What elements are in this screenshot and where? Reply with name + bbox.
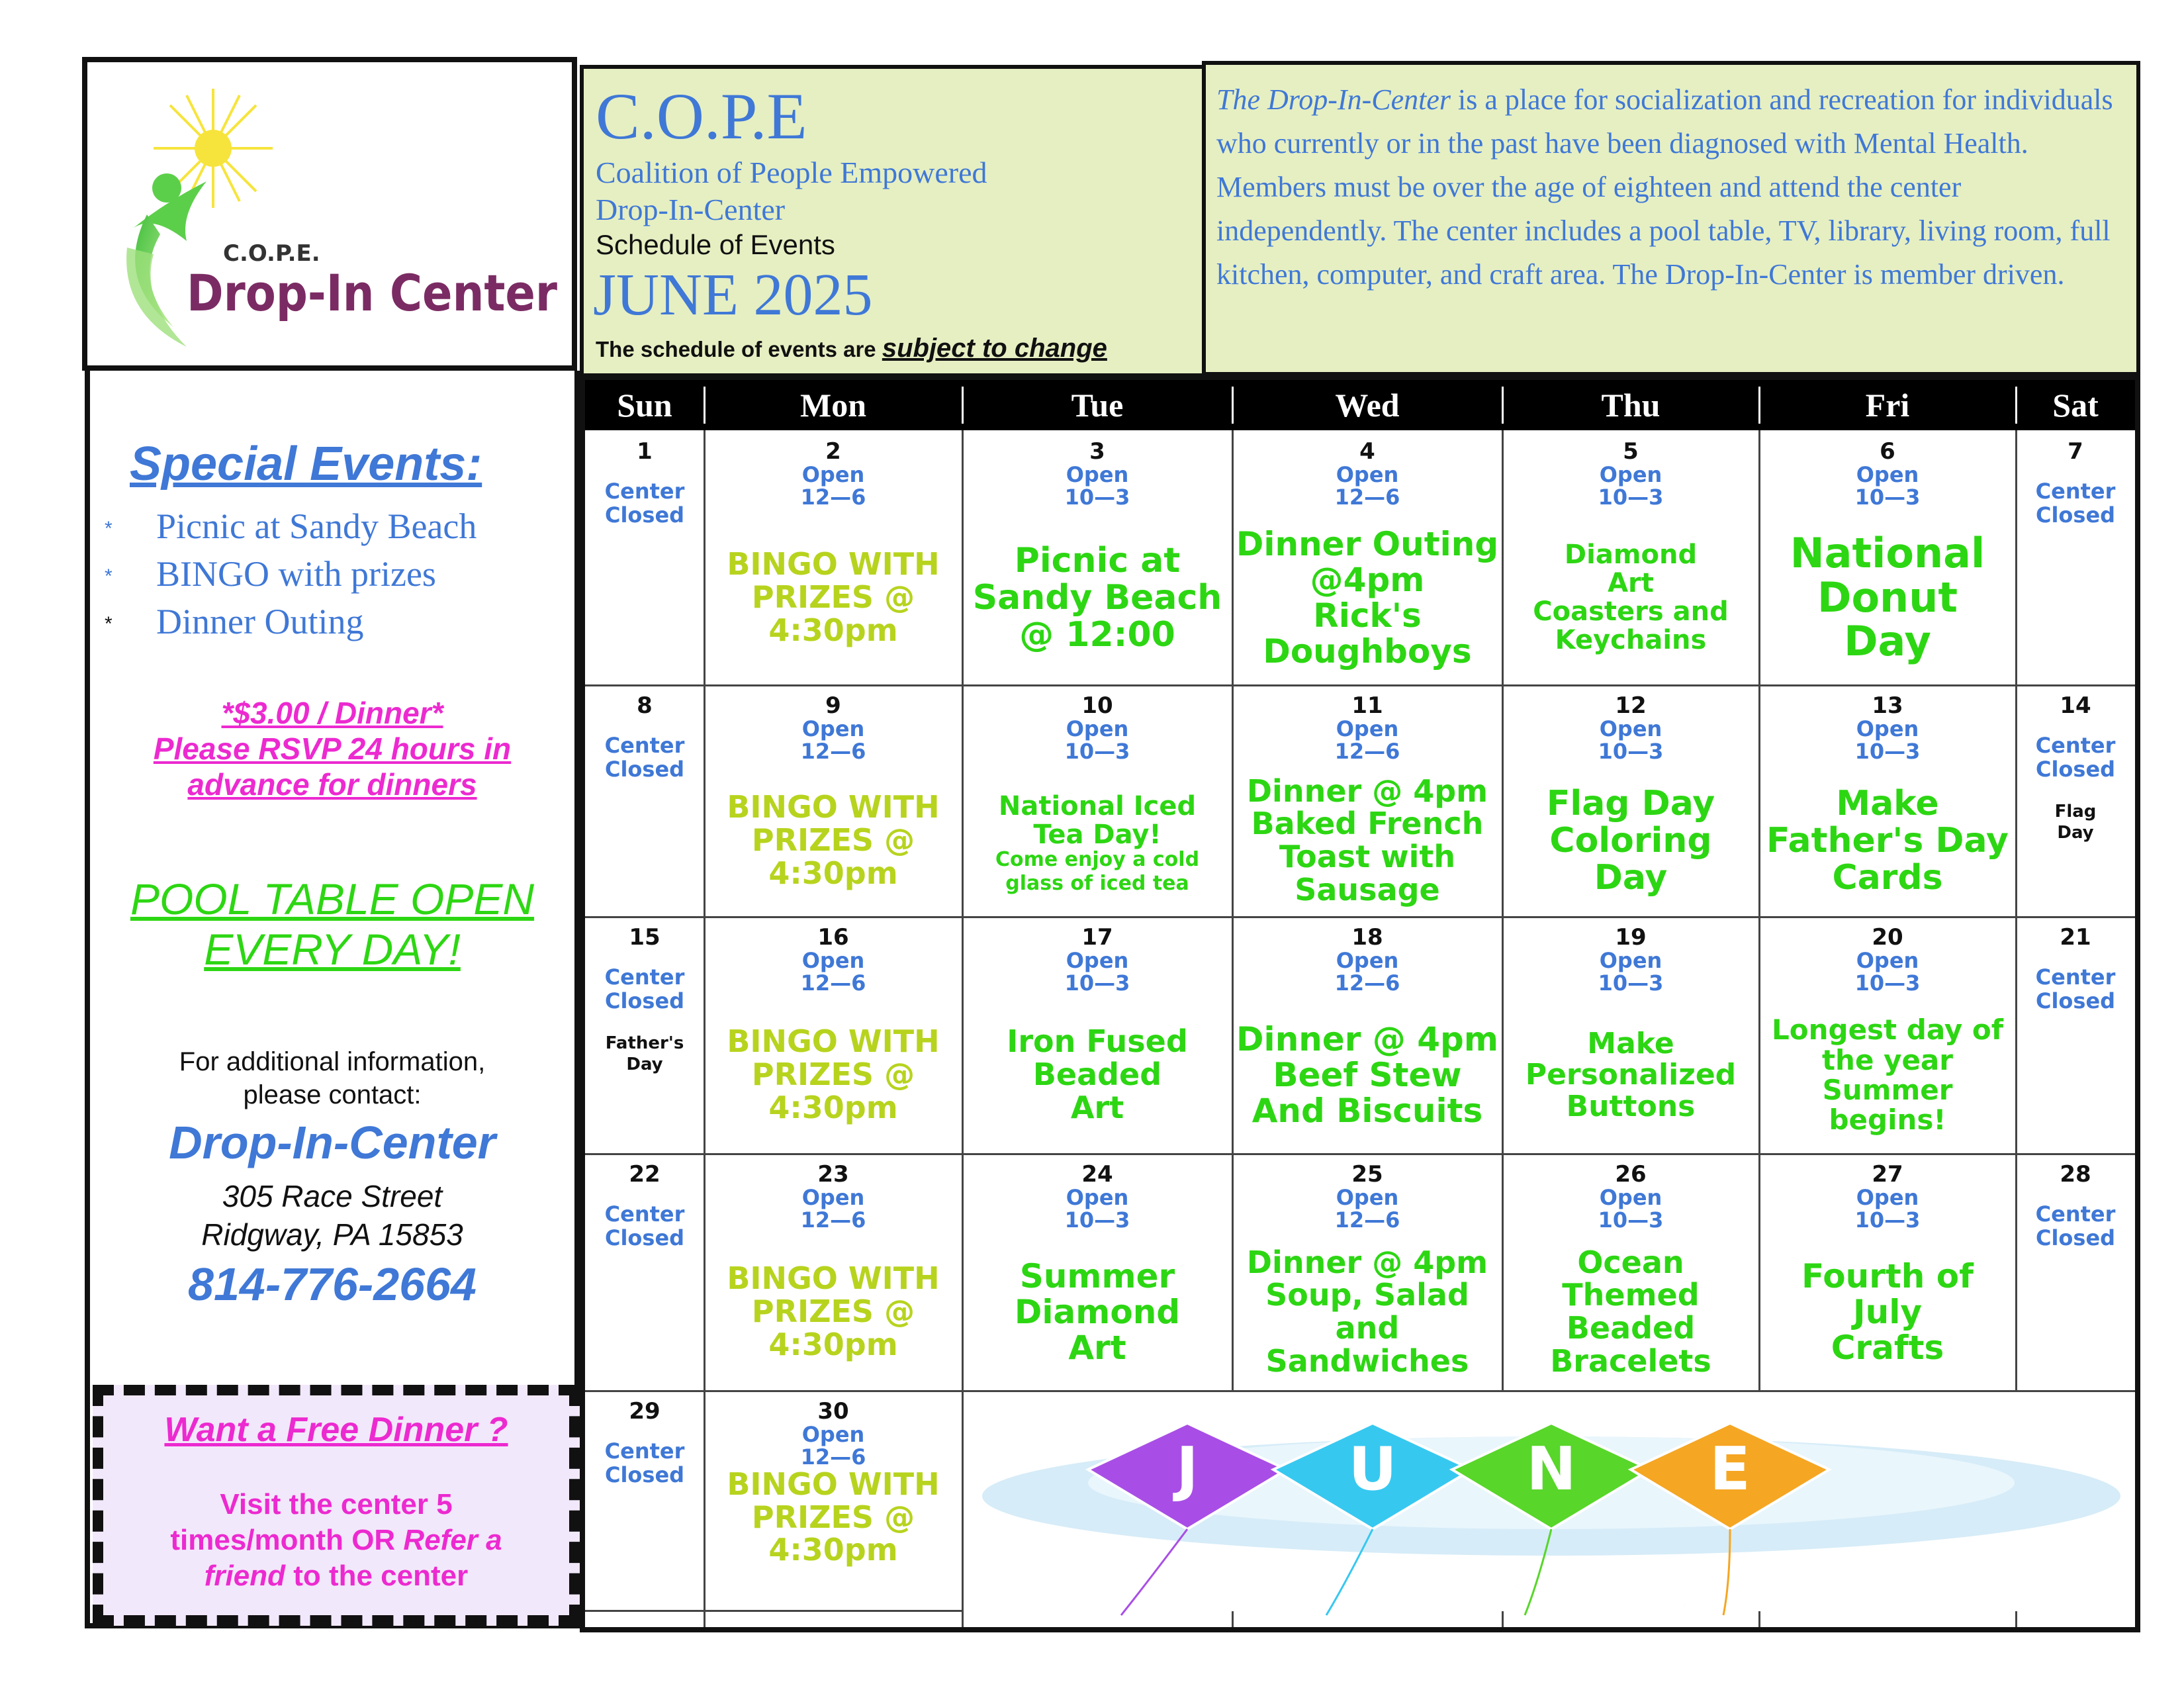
rsvp-line-2: advance for dinners — [187, 767, 477, 802]
event-text: Keychains — [1555, 625, 1707, 656]
description-body: is a place for socialization and recreation for individuals who currently or in the past have been diagnosed with Mental Health. Members must be over the age of eighteen and attend the center independently. The center includes a pool table, TV, library, living room, full kitchen, computer, and craft area. The Drop-In-Center is member driven. — [1216, 83, 2113, 291]
day-number: 2 — [825, 438, 841, 465]
event-text: Dinner @ 4pm — [1236, 1020, 1498, 1058]
open-hours: 10—3 — [1598, 739, 1664, 764]
event-text: Day — [1844, 617, 1931, 666]
day-cell-30 — [704, 1390, 962, 1624]
center-closed-label: Closed — [604, 757, 685, 782]
open-hours: 12—6 — [800, 1444, 866, 1470]
open-label: Open — [1599, 462, 1662, 487]
june-kites-illustration — [969, 1403, 2134, 1622]
day-cell-29 — [585, 1390, 704, 1624]
center-closed-label: Closed — [604, 1225, 685, 1250]
event-text: Soup, Salad — [1265, 1277, 1469, 1313]
event-text: Coloring — [1549, 820, 1712, 861]
day-header-wed: Wed — [1335, 387, 1400, 424]
event-text: 4:30pm — [768, 1089, 898, 1125]
day-cell-26 — [1502, 1153, 1759, 1390]
event-text: Dinner Outing — [1236, 525, 1499, 563]
open-hours: 12—6 — [800, 739, 866, 764]
event-text: Themed — [1562, 1277, 1700, 1313]
day-number: 7 — [2068, 438, 2083, 465]
event-text: PRIZES @ — [751, 822, 915, 859]
day-number: 21 — [2060, 924, 2091, 951]
open-hours: 12—6 — [1334, 485, 1400, 510]
bullet-3: * — [105, 613, 113, 635]
event-text: Picnic at — [1014, 540, 1181, 581]
day-number: 28 — [2060, 1161, 2091, 1188]
bullet-1: * — [105, 518, 113, 539]
event-text: Personalized — [1525, 1058, 1737, 1092]
day-number: 12 — [1615, 692, 1647, 719]
open-label: Open — [801, 1185, 865, 1210]
kite-letter: E — [1709, 1434, 1751, 1504]
header-divider — [2015, 387, 2017, 424]
event-text: Art — [1070, 1089, 1124, 1125]
event-text: Ocean — [1577, 1244, 1684, 1280]
bullet-2: * — [105, 565, 113, 587]
open-label: Open — [1336, 1185, 1399, 1210]
center-closed-label: Closed — [2035, 1225, 2116, 1250]
open-hours: 12—6 — [1334, 1207, 1400, 1233]
org-full-name: Coalition of People Empowered — [596, 156, 987, 189]
open-hours: 12—6 — [1334, 739, 1400, 764]
event-text: Dinner @ 4pm — [1246, 773, 1488, 809]
event-text: Beaded — [1566, 1310, 1696, 1346]
special-item-bingo: BINGO with prizes — [156, 554, 436, 594]
event-text: Dinner @ 4pm — [1246, 1244, 1488, 1280]
day-number: 4 — [1359, 438, 1375, 465]
day-header-fri: Fri — [1865, 387, 1910, 424]
open-hours: 10—3 — [1064, 485, 1130, 510]
day-cell-14 — [2016, 684, 2135, 916]
header-divider — [1232, 387, 1234, 424]
day-cell-27 — [1759, 1153, 2016, 1390]
event-text: Beaded — [1032, 1056, 1162, 1093]
event-text: Buttons — [1566, 1089, 1696, 1123]
day-cell-2 — [704, 430, 962, 684]
special-item-dinner: Dinner Outing — [156, 602, 364, 641]
description-panel — [1202, 61, 2140, 376]
event-text: And Biscuits — [1251, 1092, 1483, 1130]
center-closed-label: Center — [2035, 479, 2116, 504]
open-label: Open — [801, 716, 865, 741]
event-text: Coasters and — [1533, 596, 1729, 627]
event-text: Make — [1836, 783, 1939, 823]
day-header-mon: Mon — [800, 387, 866, 424]
open-label: Open — [1066, 716, 1129, 741]
schedule-label: Schedule of Events — [596, 229, 835, 260]
day-cell-23 — [704, 1153, 962, 1390]
logo-small-text: C.O.P.E. — [223, 240, 320, 267]
day-number: 5 — [1623, 438, 1639, 465]
day-number: 25 — [1351, 1161, 1383, 1188]
day-cell-3 — [962, 430, 1232, 684]
event-text: PRIZES @ — [751, 1293, 915, 1330]
address-line-1: 305 Race Street — [222, 1179, 443, 1213]
day-cell-1 — [585, 430, 704, 684]
center-closed-label: Center — [2035, 733, 2116, 758]
open-label: Open — [1066, 1185, 1129, 1210]
open-label: Open — [1336, 948, 1399, 973]
day-cell-5 — [1502, 430, 1759, 684]
center-name: Drop-In-Center — [596, 193, 786, 226]
open-hours: 10—3 — [1064, 739, 1130, 764]
event-text: Iron Fused — [1007, 1023, 1188, 1060]
event-text: PRIZES @ — [751, 579, 915, 616]
day-cell-13 — [1759, 684, 2016, 916]
address-line-2: Ridgway, PA 15853 — [201, 1217, 463, 1252]
day-number: 20 — [1872, 924, 1903, 951]
day-number: 23 — [817, 1161, 849, 1188]
event-text: PRIZES @ — [751, 1056, 915, 1093]
special-events-title: Special Events: — [130, 438, 482, 491]
event-text: 4:30pm — [768, 1532, 898, 1568]
free-dinner-box — [93, 1385, 580, 1626]
open-label: Open — [1856, 716, 1919, 741]
kite-letter: U — [1348, 1434, 1397, 1504]
day-cell-17 — [962, 916, 1232, 1153]
center-closed-label: Center — [604, 1438, 685, 1464]
open-hours: 10—3 — [1854, 739, 1921, 764]
free-dinner-line-3a: friend — [204, 1560, 285, 1592]
event-text: July — [1853, 1293, 1922, 1331]
day-cell-21 — [2016, 916, 2135, 1153]
day-number: 22 — [629, 1161, 660, 1188]
day-cell-11 — [1232, 684, 1502, 916]
holiday-note: Day — [626, 1055, 663, 1074]
free-dinner-line-3b: to the center — [285, 1560, 469, 1592]
open-hours: 10—3 — [1064, 970, 1130, 996]
event-subtext: glass of iced tea — [1005, 871, 1189, 895]
day-cell-7 — [2016, 430, 2135, 684]
day-cell-18 — [1232, 916, 1502, 1153]
event-text: Sandwiches — [1265, 1342, 1469, 1379]
day-header-sun: Sun — [617, 387, 672, 424]
day-cell-4 — [1232, 430, 1502, 684]
day-number: 9 — [825, 692, 841, 719]
event-text: Art — [1068, 1329, 1126, 1367]
event-text: Diamond — [1014, 1293, 1181, 1331]
event-text: Cards — [1832, 858, 1943, 898]
kite-letter: N — [1526, 1434, 1576, 1504]
open-hours: 10—3 — [1854, 970, 1921, 996]
event-subtext: Come enjoy a cold — [995, 847, 1200, 871]
holiday-note: Father's — [605, 1033, 684, 1053]
event-text: Bracelets — [1550, 1342, 1711, 1379]
open-hours: 12—6 — [800, 970, 866, 996]
day-cell-19 — [1502, 916, 1759, 1153]
day-number: 1 — [637, 438, 653, 465]
event-text: Longest day of — [1771, 1013, 2003, 1047]
event-text: Baked French — [1251, 806, 1484, 842]
event-text: Rick's — [1313, 596, 1422, 635]
center-closed-label: Center — [604, 1201, 685, 1227]
header-divider — [1502, 387, 1504, 424]
day-cell-12 — [1502, 684, 1759, 916]
open-label: Open — [1066, 462, 1129, 487]
event-text: Art — [1608, 567, 1654, 598]
open-label: Open — [1599, 1185, 1662, 1210]
free-dinner-title: Want a Free Dinner ? — [164, 1411, 508, 1449]
center-closed-label: Center — [604, 964, 685, 990]
day-number: 10 — [1081, 692, 1113, 719]
open-hours: 10—3 — [1598, 970, 1664, 996]
header-divider — [962, 387, 964, 424]
open-hours: 10—3 — [1854, 485, 1921, 510]
day-cell-25 — [1232, 1153, 1502, 1390]
day-cell-24 — [962, 1153, 1232, 1390]
day-number: 18 — [1351, 924, 1383, 951]
event-text: National Iced — [998, 790, 1197, 821]
calendar-grid — [580, 375, 2140, 1632]
event-text: Tea Day! — [1033, 819, 1161, 850]
center-closed-label: Center — [2035, 964, 2116, 990]
day-header-tue: Tue — [1071, 387, 1124, 424]
day-number: 14 — [2060, 692, 2091, 719]
calendar-header-row — [585, 380, 2135, 430]
day-cell-15 — [585, 916, 704, 1153]
day-cell-6 — [1759, 430, 2016, 684]
center-closed-label: Closed — [604, 502, 685, 528]
day-number: 24 — [1081, 1161, 1113, 1188]
open-hours: 12—6 — [800, 1207, 866, 1233]
rsvp-line-1: Please RSVP 24 hours in — [153, 731, 512, 766]
event-text: PRIZES @ — [751, 1499, 915, 1535]
special-item-picnic: Picnic at Sandy Beach — [156, 506, 477, 546]
day-cell-10 — [962, 684, 1232, 916]
open-label: Open — [801, 462, 865, 487]
day-number: 15 — [629, 924, 660, 951]
event-text: Summer — [1822, 1074, 1953, 1106]
event-text: BINGO WITH — [727, 789, 940, 825]
open-label: Open — [801, 948, 865, 973]
event-text: Beef Stew — [1273, 1056, 1462, 1094]
event-text: Diamond — [1564, 539, 1698, 570]
event-text: BINGO WITH — [727, 1260, 940, 1297]
schedule-note-emphasis: subject to change — [882, 334, 1107, 363]
event-text: Donut — [1817, 573, 1958, 622]
free-dinner-line-2 — [103, 1524, 569, 1557]
holiday-note: Flag — [2054, 802, 2097, 821]
event-text: Make — [1587, 1026, 1674, 1060]
description-text — [1216, 78, 2126, 297]
dinner-price: *$3.00 / Dinner* — [221, 696, 443, 730]
day-cell-28 — [2016, 1153, 2135, 1390]
open-label: Open — [1066, 948, 1129, 973]
center-closed-label: Closed — [604, 988, 685, 1013]
day-cell-8 — [585, 684, 704, 916]
event-text: @ 12:00 — [1019, 615, 1175, 655]
info-line-2: please contact: — [243, 1080, 422, 1109]
center-closed-label: Center — [604, 733, 685, 758]
day-cell-16 — [704, 916, 962, 1153]
header-panel — [580, 65, 1202, 377]
open-label: Open — [801, 1422, 865, 1447]
header-divider — [704, 387, 705, 424]
cope-logo — [87, 62, 572, 365]
event-text: Day — [1594, 858, 1668, 898]
event-text: Father's Day — [1766, 820, 2009, 861]
kite-letter: J — [1176, 1434, 1199, 1504]
event-text: Sausage — [1295, 871, 1440, 908]
event-text: Fourth of — [1801, 1257, 1974, 1295]
open-hours: 10—3 — [1598, 1207, 1664, 1233]
day-header-sat: Sat — [2052, 387, 2099, 424]
description-emphasis: The Drop-In-Center — [1216, 83, 1451, 116]
center-closed-label: Closed — [604, 1462, 685, 1487]
event-text: Toast with — [1279, 839, 1456, 874]
event-text: BINGO WITH — [727, 546, 940, 583]
event-text: begins! — [1829, 1103, 1946, 1137]
open-label: Open — [1856, 1185, 1919, 1210]
open-label: Open — [1336, 462, 1399, 487]
day-cell-22 — [585, 1153, 704, 1390]
open-hours: 12—6 — [1334, 970, 1400, 996]
logo-box — [82, 57, 577, 371]
day-number: 29 — [629, 1398, 660, 1425]
open-hours: 10—3 — [1064, 1207, 1130, 1233]
center-closed-label: Closed — [2035, 757, 2116, 782]
day-number: 11 — [1351, 692, 1383, 719]
header-divider — [1758, 387, 1760, 424]
pool-table-line-2: EVERY DAY! — [204, 925, 461, 974]
free-dinner-line-1: Visit the center 5 — [220, 1488, 453, 1521]
day-number: 17 — [1081, 924, 1113, 951]
event-text: the year — [1821, 1043, 1953, 1076]
day-number: 16 — [817, 924, 849, 951]
info-line-1: For additional information, — [179, 1047, 486, 1076]
day-header-thu: Thu — [1601, 387, 1661, 424]
event-text: BINGO WITH — [727, 1466, 940, 1502]
event-text: 4:30pm — [768, 1326, 898, 1362]
center-closed-label: Closed — [2035, 988, 2116, 1013]
pool-table-line-1: POOL TABLE OPEN — [130, 874, 535, 923]
day-number: 19 — [1615, 924, 1647, 951]
free-dinner-line-3 — [103, 1560, 569, 1593]
open-label: Open — [1599, 948, 1662, 973]
free-dinner-line-2b: Refer a — [403, 1524, 502, 1556]
event-text: Sandy Beach — [972, 577, 1222, 618]
open-label: Open — [1856, 462, 1919, 487]
day-cell-9 — [704, 684, 962, 916]
contact-name: Drop-In-Center — [169, 1117, 496, 1168]
day-number: 13 — [1872, 692, 1903, 719]
event-text: Summer — [1019, 1257, 1175, 1295]
day-number: 30 — [817, 1398, 849, 1425]
center-closed-label: Closed — [2035, 502, 2116, 528]
event-text: Crafts — [1831, 1329, 1944, 1367]
day-cell-20 — [1759, 916, 2016, 1153]
event-text: @4pm — [1310, 561, 1425, 599]
page-title: C.O.P.E — [596, 79, 807, 153]
logo-main-text: Drop-In Center — [187, 263, 558, 322]
day-number: 27 — [1872, 1161, 1903, 1188]
center-closed-label: Center — [604, 479, 685, 504]
event-text: National — [1790, 528, 1985, 577]
center-closed-label: Center — [2035, 1201, 2116, 1227]
event-text: and — [1335, 1310, 1400, 1346]
schedule-note — [596, 334, 1107, 363]
open-label: Open — [1856, 948, 1919, 973]
event-text: Doughboys — [1263, 632, 1472, 671]
free-dinner-line-2a: times/month OR — [170, 1524, 404, 1556]
schedule-note-prefix: The schedule of events are — [596, 337, 882, 361]
open-label: Open — [1599, 716, 1662, 741]
event-text: 4:30pm — [768, 855, 898, 891]
day-number: 6 — [1880, 438, 1895, 465]
day-number: 26 — [1615, 1161, 1647, 1188]
event-text: 4:30pm — [768, 612, 898, 648]
event-text: Flag Day — [1546, 783, 1715, 823]
holiday-note: Day — [2057, 823, 2094, 843]
month-title: JUNE 2025 — [593, 262, 873, 328]
day-number: 8 — [637, 692, 653, 719]
open-hours: 12—6 — [800, 485, 866, 510]
open-hours: 10—3 — [1854, 1207, 1921, 1233]
open-hours: 10—3 — [1598, 485, 1664, 510]
event-text: BINGO WITH — [727, 1023, 940, 1060]
open-label: Open — [1336, 716, 1399, 741]
day-number: 3 — [1089, 438, 1105, 465]
phone-number: 814-776-2664 — [188, 1258, 477, 1310]
